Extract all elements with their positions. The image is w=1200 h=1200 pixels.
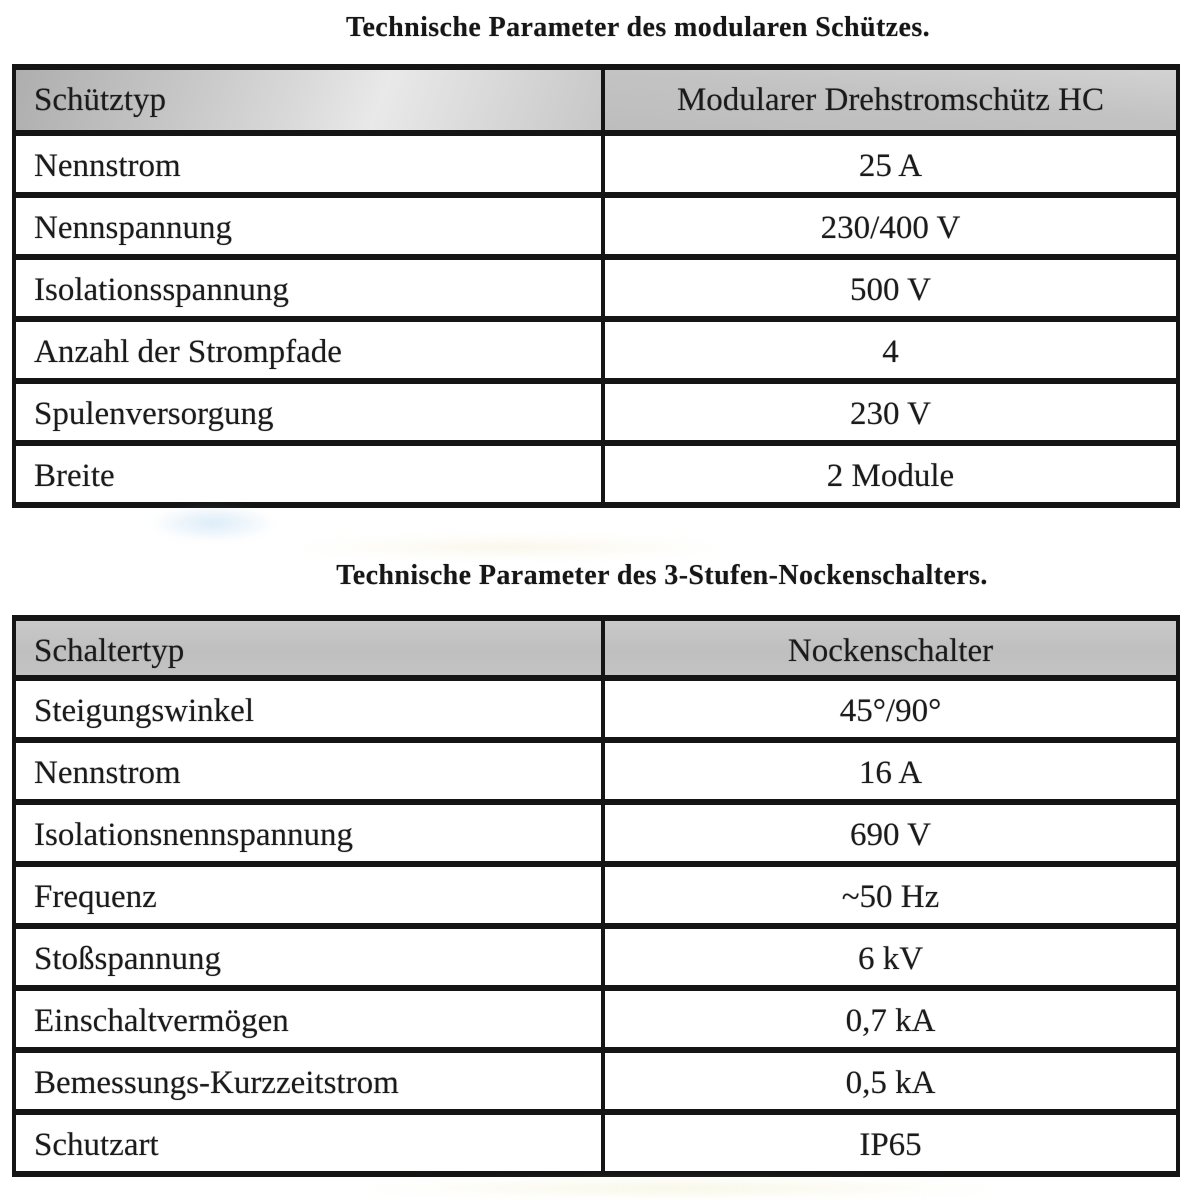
param-label: Nennstrom (14, 740, 603, 802)
param-label: Nennspannung (14, 195, 603, 257)
table-cam-switch (12, 615, 1180, 1177)
table-row (14, 319, 1178, 381)
scan-smudge-cream-bottom (360, 1178, 1000, 1198)
scan-smudge-blue (148, 504, 278, 542)
header-cell-device-name: Modularer Drehstromschütz HC (603, 67, 1178, 133)
param-value: 6 kV (603, 926, 1178, 988)
table1-title: Technische Parameter des modularen Schützes. (345, 12, 931, 43)
table-row (14, 133, 1178, 195)
table-row (14, 195, 1178, 257)
table-row (14, 678, 1178, 740)
table-header-row (14, 618, 1178, 678)
param-value: IP65 (603, 1112, 1178, 1174)
param-value: 230/400 V (603, 195, 1178, 257)
param-label: Isolationsspannung (14, 257, 603, 319)
param-value: ~50 Hz (603, 864, 1178, 926)
param-value: 25 A (603, 133, 1178, 195)
table-row (14, 988, 1178, 1050)
param-label: Isolationsnennspannung (14, 802, 603, 864)
scan-smudge-cream (300, 536, 720, 558)
table-row (14, 443, 1178, 505)
param-label: Anzahl der Strompfade (14, 319, 603, 381)
table-row (14, 802, 1178, 864)
table-row (14, 381, 1178, 443)
header-cell-schuetztyp: Schütztyp (14, 67, 603, 133)
param-label: Stoßspannung (14, 926, 603, 988)
param-label: Einschaltvermögen (14, 988, 603, 1050)
param-label: Nennstrom (14, 133, 603, 195)
header-cell-schaltertyp: Schaltertyp (14, 618, 603, 678)
param-value: 0,5 kA (603, 1050, 1178, 1112)
param-label: Steigungswinkel (14, 678, 603, 740)
param-label: Breite (14, 443, 603, 505)
param-value: 500 V (603, 257, 1178, 319)
param-label: Schutzart (14, 1112, 603, 1174)
param-label: Frequenz (14, 864, 603, 926)
table-modular-contactor (12, 64, 1180, 508)
table-row (14, 1050, 1178, 1112)
table-row (14, 257, 1178, 319)
param-value: 16 A (603, 740, 1178, 802)
param-label: Spulenversorgung (14, 381, 603, 443)
param-value: 2 Module (603, 443, 1178, 505)
table-row (14, 740, 1178, 802)
table-row (14, 864, 1178, 926)
table-header-row (14, 67, 1178, 133)
param-value: 230 V (603, 381, 1178, 443)
param-value: 45°/90° (603, 678, 1178, 740)
table-row (14, 1112, 1178, 1174)
param-label: Bemessungs-Kurzzeitstrom (14, 1050, 603, 1112)
param-value: 4 (603, 319, 1178, 381)
table2-title: Technische Parameter des 3-Stufen-Nockenschalters. (336, 560, 988, 591)
table-row (14, 926, 1178, 988)
param-value: 0,7 kA (603, 988, 1178, 1050)
param-value: 690 V (603, 802, 1178, 864)
header-cell-device-name: Nockenschalter (603, 618, 1178, 678)
